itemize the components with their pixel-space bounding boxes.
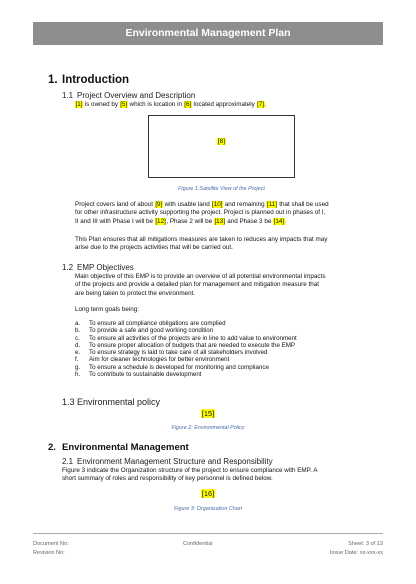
text-run: and remaining [223,201,267,208]
figure-2-caption: Figure 2: Environmental Policy [171,425,245,431]
placeholder-marker: [13] [214,217,225,225]
org-chart-placeholder [188,489,228,498]
placeholder-marker: [11] [266,201,277,208]
list-letter: c. [75,334,80,342]
list-item [75,327,297,334]
placeholder-marker: [6] [184,101,192,108]
subsection-number: 2.1 [62,457,74,466]
text-line: of the projects and provide a detailed plan for management and mitigation measure that [75,281,319,289]
caption-text: Satellite View of the Project [199,186,265,192]
placeholder-marker: [12] [155,217,166,225]
text-line: short summary of roles and responsibility of key personnel is defined below. [62,475,273,483]
text-run: that shall be used [277,201,329,208]
section-number: 2. [48,442,56,453]
list-letter: a. [75,320,81,327]
list-text: To ensure all compliance obligations are complied [89,320,226,327]
placeholder-marker: [9] [155,201,163,208]
list-item [75,349,297,356]
subsection-number: 1.1 [62,91,74,100]
text-run: located approximately [191,101,257,108]
text-run: with usable land [162,201,212,208]
subsection-2-1-heading [62,457,273,466]
text-run: , Phase 2 will be [166,217,214,225]
list-item [75,335,297,342]
document-number-label: Document No: [33,541,69,547]
list-letter: e. [75,349,81,357]
list-letter: h. [75,371,81,379]
caption-prefix: Figure 1: [178,186,200,192]
sheet-number: Sheet: 3 of 13 [348,541,383,547]
list-letter: b. [75,327,81,335]
project-land-paragraph [75,201,375,226]
placeholder-marker: [14] [273,217,285,225]
list-item [75,364,297,371]
placeholder-marker: [5] [120,101,128,108]
section-number: 1. [48,74,58,86]
confidential-label: Confidential [183,541,213,547]
list-letter: g. [75,363,81,371]
placeholder-marker: [10] [212,201,223,208]
subsection-title: Project Overview and Description [77,91,196,100]
text-run: . [284,217,287,225]
placeholder-marker: [8] [217,138,226,145]
text-line: are being taken to protect the environment. [75,289,196,297]
list-item [75,371,297,378]
subsection-number: 1.2 [62,263,74,272]
section-title: Introduction [62,74,130,86]
list-item [75,320,297,327]
list-text: To provide a safe and good working condition [89,327,214,335]
list-text: To contribute to sustainable development [89,371,202,379]
goals-list [75,320,297,378]
text-line: arise due to the projects activities that will be carried out. [75,244,233,252]
subsection-number: 1.3 [62,397,75,407]
list-item [75,356,297,363]
figure-1-caption [108,186,335,192]
subsection-title: EMP Objectives [77,263,134,272]
subsection-1-2-heading [62,263,134,272]
text-run: is owned by [83,101,120,108]
list-text: To ensure a schedule is developed for monitoring and compliance [89,363,269,371]
plan-ensures-paragraph [75,236,375,253]
goals-label: Long term goals being: [75,306,140,313]
section-title: Environmental Management [62,442,189,453]
document-title-banner: Environmental Management Plan [33,22,383,45]
text-run: which is location in [127,101,184,108]
subsection-1-1-heading [62,91,195,100]
text-line: This Plan ensures that all mitigations measures are taken to reduces any impacts that may [75,236,328,243]
footer-divider [33,533,383,534]
emp-objective-paragraph [75,273,375,298]
list-letter: d. [75,341,81,349]
org-structure-paragraph [62,467,382,484]
text-line: Main objective of this EMP is to provide an overview of all potential environmental impacts [75,273,326,280]
placeholder-marker: [7] [257,101,265,108]
list-text: Aim for cleaner technologies for better environment [89,356,230,364]
list-letter: f. [75,356,79,364]
text-line: for other infrastructure activity supporting the project. Project is planned out in phases of I, [75,209,326,217]
text-run: Project covers land of about [75,201,155,208]
subsection-title: Environmental policy [77,397,161,407]
list-text: To ensure proper allocation of budgets that are needed to execute the EMP [89,341,296,349]
satellite-image-placeholder [148,115,295,178]
placeholder-marker: [1] [75,101,83,108]
text-run: . [264,101,267,108]
section-1-heading [48,74,129,86]
section-2-heading [48,442,189,453]
list-text: To ensure strategy is laid to take care of all stakeholders involved [89,349,268,357]
list-item [75,342,297,349]
issue-date: Issue Date: xx-xxx-xx [329,550,383,556]
text-line: Figure 3 indicate the Organization structure of the project to ensure compliance with EMP. A [62,467,318,474]
text-run: II and III with Phase I will be [75,217,155,225]
subsection-title: Environment Management Structure and Responsibility [77,457,273,466]
figure-3-caption: Figure 3: Organization Chart [173,506,242,512]
ownership-line [75,101,266,109]
list-text: To ensure all activities of the projects are in line to add value to environment [89,334,297,342]
policy-placeholder [188,409,228,418]
revision-number-label: Revision No: [33,550,65,556]
placeholder-marker: [16] [201,489,215,498]
text-run: and Phase 3 be [225,217,274,225]
subsection-1-3-heading [62,397,160,407]
placeholder-marker: [15] [201,409,215,418]
